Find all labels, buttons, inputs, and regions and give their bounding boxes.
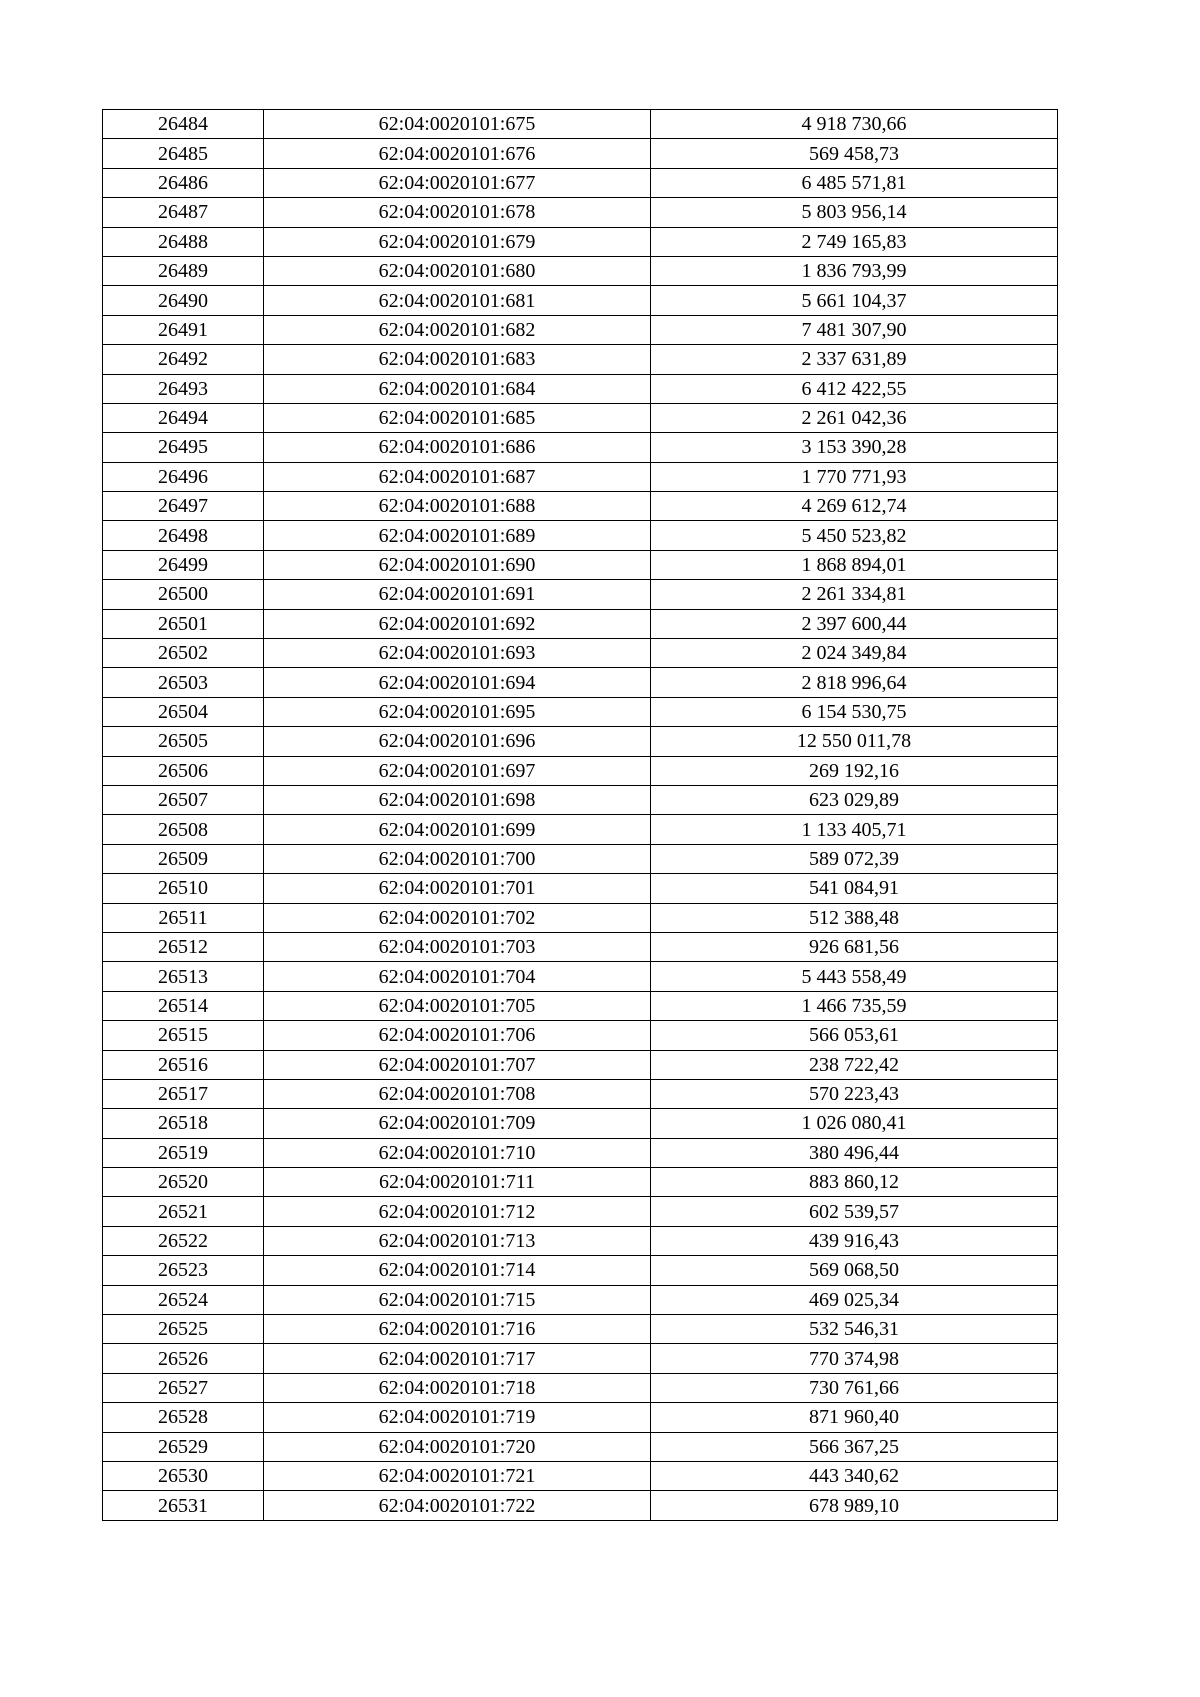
- row-number-cell: 26484: [103, 110, 264, 139]
- cadastral-value-cell: 469 025,34: [651, 1285, 1058, 1314]
- cadastral-number-cell: 62:04:0020101:675: [264, 110, 651, 139]
- table-row: [103, 785, 1058, 814]
- cadastral-value-cell: 12 550 011,78: [651, 727, 1058, 756]
- cadastral-number-cell: 62:04:0020101:717: [264, 1344, 651, 1373]
- cadastral-value-cell: 2 749 165,83: [651, 227, 1058, 256]
- table-row: [103, 1256, 1058, 1285]
- cadastral-number-cell: 62:04:0020101:689: [264, 521, 651, 550]
- row-number-cell: 26513: [103, 962, 264, 991]
- cadastral-number-cell: 62:04:0020101:711: [264, 1168, 651, 1197]
- cadastral-value-cell: 541 084,91: [651, 874, 1058, 903]
- cadastral-number-cell: 62:04:0020101:722: [264, 1491, 651, 1520]
- cadastral-number-cell: 62:04:0020101:718: [264, 1373, 651, 1402]
- row-number-cell: 26487: [103, 198, 264, 227]
- row-number-cell: 26518: [103, 1109, 264, 1138]
- cadastral-number-cell: 62:04:0020101:720: [264, 1432, 651, 1461]
- table-row: [103, 1344, 1058, 1373]
- cadastral-value-cell: 2 261 042,36: [651, 403, 1058, 432]
- row-number-cell: 26496: [103, 462, 264, 491]
- cadastral-number-cell: 62:04:0020101:688: [264, 492, 651, 521]
- cadastral-number-cell: 62:04:0020101:706: [264, 1021, 651, 1050]
- cadastral-number-cell: 62:04:0020101:712: [264, 1197, 651, 1226]
- cadastral-value-cell: 443 340,62: [651, 1461, 1058, 1490]
- cadastral-value-cell: 566 053,61: [651, 1021, 1058, 1050]
- row-number-cell: 26491: [103, 315, 264, 344]
- table-row: [103, 580, 1058, 609]
- row-number-cell: 26529: [103, 1432, 264, 1461]
- row-number-cell: 26516: [103, 1050, 264, 1079]
- cadastral-value-cell: 380 496,44: [651, 1138, 1058, 1167]
- table-row: [103, 1168, 1058, 1197]
- cadastral-value-cell: 1 836 793,99: [651, 256, 1058, 285]
- table-row: [103, 1079, 1058, 1108]
- cadastral-value-cell: 1 466 735,59: [651, 991, 1058, 1020]
- table-row: [103, 844, 1058, 873]
- row-number-cell: 26528: [103, 1403, 264, 1432]
- cadastral-number-cell: 62:04:0020101:714: [264, 1256, 651, 1285]
- cadastral-number-cell: 62:04:0020101:691: [264, 580, 651, 609]
- cadastral-number-cell: 62:04:0020101:716: [264, 1315, 651, 1344]
- row-number-cell: 26502: [103, 639, 264, 668]
- cadastral-number-cell: 62:04:0020101:687: [264, 462, 651, 491]
- cadastral-number-cell: 62:04:0020101:708: [264, 1079, 651, 1108]
- cadastral-number-cell: 62:04:0020101:695: [264, 697, 651, 726]
- cadastral-number-cell: 62:04:0020101:694: [264, 668, 651, 697]
- cadastral-number-cell: 62:04:0020101:707: [264, 1050, 651, 1079]
- row-number-cell: 26508: [103, 815, 264, 844]
- cadastral-number-cell: 62:04:0020101:699: [264, 815, 651, 844]
- cadastral-value-cell: 1 868 894,01: [651, 550, 1058, 579]
- cadastral-value-cell: 6 154 530,75: [651, 697, 1058, 726]
- table-row: [103, 550, 1058, 579]
- cadastral-number-cell: 62:04:0020101:679: [264, 227, 651, 256]
- table-row: [103, 1432, 1058, 1461]
- table-row: [103, 403, 1058, 432]
- cadastral-value-cell: 269 192,16: [651, 756, 1058, 785]
- table-row: [103, 727, 1058, 756]
- cadastral-number-cell: 62:04:0020101:705: [264, 991, 651, 1020]
- row-number-cell: 26498: [103, 521, 264, 550]
- cadastral-value-cell: 602 539,57: [651, 1197, 1058, 1226]
- table-row: [103, 1109, 1058, 1138]
- cadastral-value-cell: 1 133 405,71: [651, 815, 1058, 844]
- table-row: [103, 227, 1058, 256]
- table-row: [103, 139, 1058, 168]
- cadastral-value-cell: 2 337 631,89: [651, 345, 1058, 374]
- cadastral-value-cell: 2 261 334,81: [651, 580, 1058, 609]
- cadastral-number-cell: 62:04:0020101:700: [264, 844, 651, 873]
- row-number-cell: 26507: [103, 785, 264, 814]
- table-row: [103, 991, 1058, 1020]
- cadastral-value-cell: 926 681,56: [651, 932, 1058, 961]
- cadastral-number-cell: 62:04:0020101:681: [264, 286, 651, 315]
- table-row: [103, 609, 1058, 638]
- row-number-cell: 26523: [103, 1256, 264, 1285]
- cadastral-value-cell: 4 269 612,74: [651, 492, 1058, 521]
- row-number-cell: 26494: [103, 403, 264, 432]
- cadastral-number-cell: 62:04:0020101:721: [264, 1461, 651, 1490]
- row-number-cell: 26493: [103, 374, 264, 403]
- cadastral-number-cell: 62:04:0020101:685: [264, 403, 651, 432]
- table-row: [103, 1315, 1058, 1344]
- cadastral-value-cell: 4 918 730,66: [651, 110, 1058, 139]
- table-body: [103, 110, 1058, 1521]
- row-number-cell: 26521: [103, 1197, 264, 1226]
- table-row: [103, 256, 1058, 285]
- cadastral-number-cell: 62:04:0020101:719: [264, 1403, 651, 1432]
- cadastral-value-cell: 5 450 523,82: [651, 521, 1058, 550]
- cadastral-number-cell: 62:04:0020101:702: [264, 903, 651, 932]
- row-number-cell: 26520: [103, 1168, 264, 1197]
- table-row: [103, 1491, 1058, 1520]
- table-row: [103, 756, 1058, 785]
- table-row: [103, 1403, 1058, 1432]
- table-row: [103, 1226, 1058, 1255]
- cadastral-value-cell: 730 761,66: [651, 1373, 1058, 1402]
- table-row: [103, 315, 1058, 344]
- row-number-cell: 26501: [103, 609, 264, 638]
- cadastral-number-cell: 62:04:0020101:713: [264, 1226, 651, 1255]
- table-row: [103, 168, 1058, 197]
- cadastral-number-cell: 62:04:0020101:709: [264, 1109, 651, 1138]
- cadastral-number-cell: 62:04:0020101:696: [264, 727, 651, 756]
- cadastral-number-cell: 62:04:0020101:704: [264, 962, 651, 991]
- row-number-cell: 26503: [103, 668, 264, 697]
- cadastral-number-cell: 62:04:0020101:715: [264, 1285, 651, 1314]
- cadastral-number-cell: 62:04:0020101:686: [264, 433, 651, 462]
- table-row: [103, 110, 1058, 139]
- cadastral-number-cell: 62:04:0020101:698: [264, 785, 651, 814]
- row-number-cell: 26488: [103, 227, 264, 256]
- cadastral-number-cell: 62:04:0020101:677: [264, 168, 651, 197]
- row-number-cell: 26506: [103, 756, 264, 785]
- cadastral-value-cell: 238 722,42: [651, 1050, 1058, 1079]
- cadastral-number-cell: 62:04:0020101:690: [264, 550, 651, 579]
- cadastral-number-cell: 62:04:0020101:692: [264, 609, 651, 638]
- row-number-cell: 26486: [103, 168, 264, 197]
- cadastral-value-cell: 512 388,48: [651, 903, 1058, 932]
- row-number-cell: 26514: [103, 991, 264, 1020]
- cadastral-number-cell: 62:04:0020101:682: [264, 315, 651, 344]
- table-row: [103, 903, 1058, 932]
- table-row: [103, 697, 1058, 726]
- cadastral-value-cell: 7 481 307,90: [651, 315, 1058, 344]
- cadastral-value-cell: 678 989,10: [651, 1491, 1058, 1520]
- cadastral-value-table: [102, 109, 1058, 1521]
- cadastral-value-cell: 2 818 996,64: [651, 668, 1058, 697]
- row-number-cell: 26485: [103, 139, 264, 168]
- cadastral-value-cell: 5 803 956,14: [651, 198, 1058, 227]
- cadastral-number-cell: 62:04:0020101:684: [264, 374, 651, 403]
- table-row: [103, 462, 1058, 491]
- cadastral-number-cell: 62:04:0020101:701: [264, 874, 651, 903]
- row-number-cell: 26497: [103, 492, 264, 521]
- table-row: [103, 874, 1058, 903]
- row-number-cell: 26524: [103, 1285, 264, 1314]
- row-number-cell: 26505: [103, 727, 264, 756]
- row-number-cell: 26512: [103, 932, 264, 961]
- cadastral-value-cell: 2 397 600,44: [651, 609, 1058, 638]
- row-number-cell: 26522: [103, 1226, 264, 1255]
- table-row: [103, 1461, 1058, 1490]
- cadastral-number-cell: 62:04:0020101:678: [264, 198, 651, 227]
- row-number-cell: 26489: [103, 256, 264, 285]
- table-row: [103, 1285, 1058, 1314]
- row-number-cell: 26527: [103, 1373, 264, 1402]
- cadastral-value-cell: 770 374,98: [651, 1344, 1058, 1373]
- row-number-cell: 26517: [103, 1079, 264, 1108]
- cadastral-value-cell: 1 770 771,93: [651, 462, 1058, 491]
- row-number-cell: 26492: [103, 345, 264, 374]
- table-row: [103, 374, 1058, 403]
- table-row: [103, 492, 1058, 521]
- row-number-cell: 26531: [103, 1491, 264, 1520]
- cadastral-value-cell: 566 367,25: [651, 1432, 1058, 1461]
- row-number-cell: 26510: [103, 874, 264, 903]
- cadastral-number-cell: 62:04:0020101:676: [264, 139, 651, 168]
- table-row: [103, 1138, 1058, 1167]
- table-row: [103, 345, 1058, 374]
- table-row: [103, 639, 1058, 668]
- row-number-cell: 26500: [103, 580, 264, 609]
- table-row: [103, 815, 1058, 844]
- cadastral-value-cell: 569 068,50: [651, 1256, 1058, 1285]
- row-number-cell: 26495: [103, 433, 264, 462]
- row-number-cell: 26509: [103, 844, 264, 873]
- row-number-cell: 26519: [103, 1138, 264, 1167]
- cadastral-value-cell: 2 024 349,84: [651, 639, 1058, 668]
- table-row: [103, 932, 1058, 961]
- table-row: [103, 198, 1058, 227]
- row-number-cell: 26490: [103, 286, 264, 315]
- cadastral-value-cell: 871 960,40: [651, 1403, 1058, 1432]
- cadastral-value-cell: 589 072,39: [651, 844, 1058, 873]
- table-row: [103, 1021, 1058, 1050]
- table-row: [103, 1050, 1058, 1079]
- cadastral-value-cell: 1 026 080,41: [651, 1109, 1058, 1138]
- cadastral-number-cell: 62:04:0020101:680: [264, 256, 651, 285]
- cadastral-value-cell: 6 412 422,55: [651, 374, 1058, 403]
- cadastral-value-cell: 439 916,43: [651, 1226, 1058, 1255]
- cadastral-number-cell: 62:04:0020101:697: [264, 756, 651, 785]
- row-number-cell: 26511: [103, 903, 264, 932]
- row-number-cell: 26525: [103, 1315, 264, 1344]
- table-row: [103, 668, 1058, 697]
- row-number-cell: 26530: [103, 1461, 264, 1490]
- cadastral-value-cell: 883 860,12: [651, 1168, 1058, 1197]
- table-row: [103, 521, 1058, 550]
- table-row: [103, 1197, 1058, 1226]
- table-row: [103, 962, 1058, 991]
- row-number-cell: 26526: [103, 1344, 264, 1373]
- cadastral-value-cell: 3 153 390,28: [651, 433, 1058, 462]
- cadastral-value-cell: 5 661 104,37: [651, 286, 1058, 315]
- table-row: [103, 286, 1058, 315]
- cadastral-number-cell: 62:04:0020101:710: [264, 1138, 651, 1167]
- cadastral-value-cell: 623 029,89: [651, 785, 1058, 814]
- row-number-cell: 26504: [103, 697, 264, 726]
- cadastral-value-cell: 569 458,73: [651, 139, 1058, 168]
- table-row: [103, 1373, 1058, 1402]
- cadastral-number-cell: 62:04:0020101:683: [264, 345, 651, 374]
- cadastral-value-cell: 532 546,31: [651, 1315, 1058, 1344]
- row-number-cell: 26499: [103, 550, 264, 579]
- cadastral-value-cell: 5 443 558,49: [651, 962, 1058, 991]
- row-number-cell: 26515: [103, 1021, 264, 1050]
- table-row: [103, 433, 1058, 462]
- cadastral-value-cell: 6 485 571,81: [651, 168, 1058, 197]
- cadastral-number-cell: 62:04:0020101:703: [264, 932, 651, 961]
- cadastral-value-cell: 570 223,43: [651, 1079, 1058, 1108]
- cadastral-number-cell: 62:04:0020101:693: [264, 639, 651, 668]
